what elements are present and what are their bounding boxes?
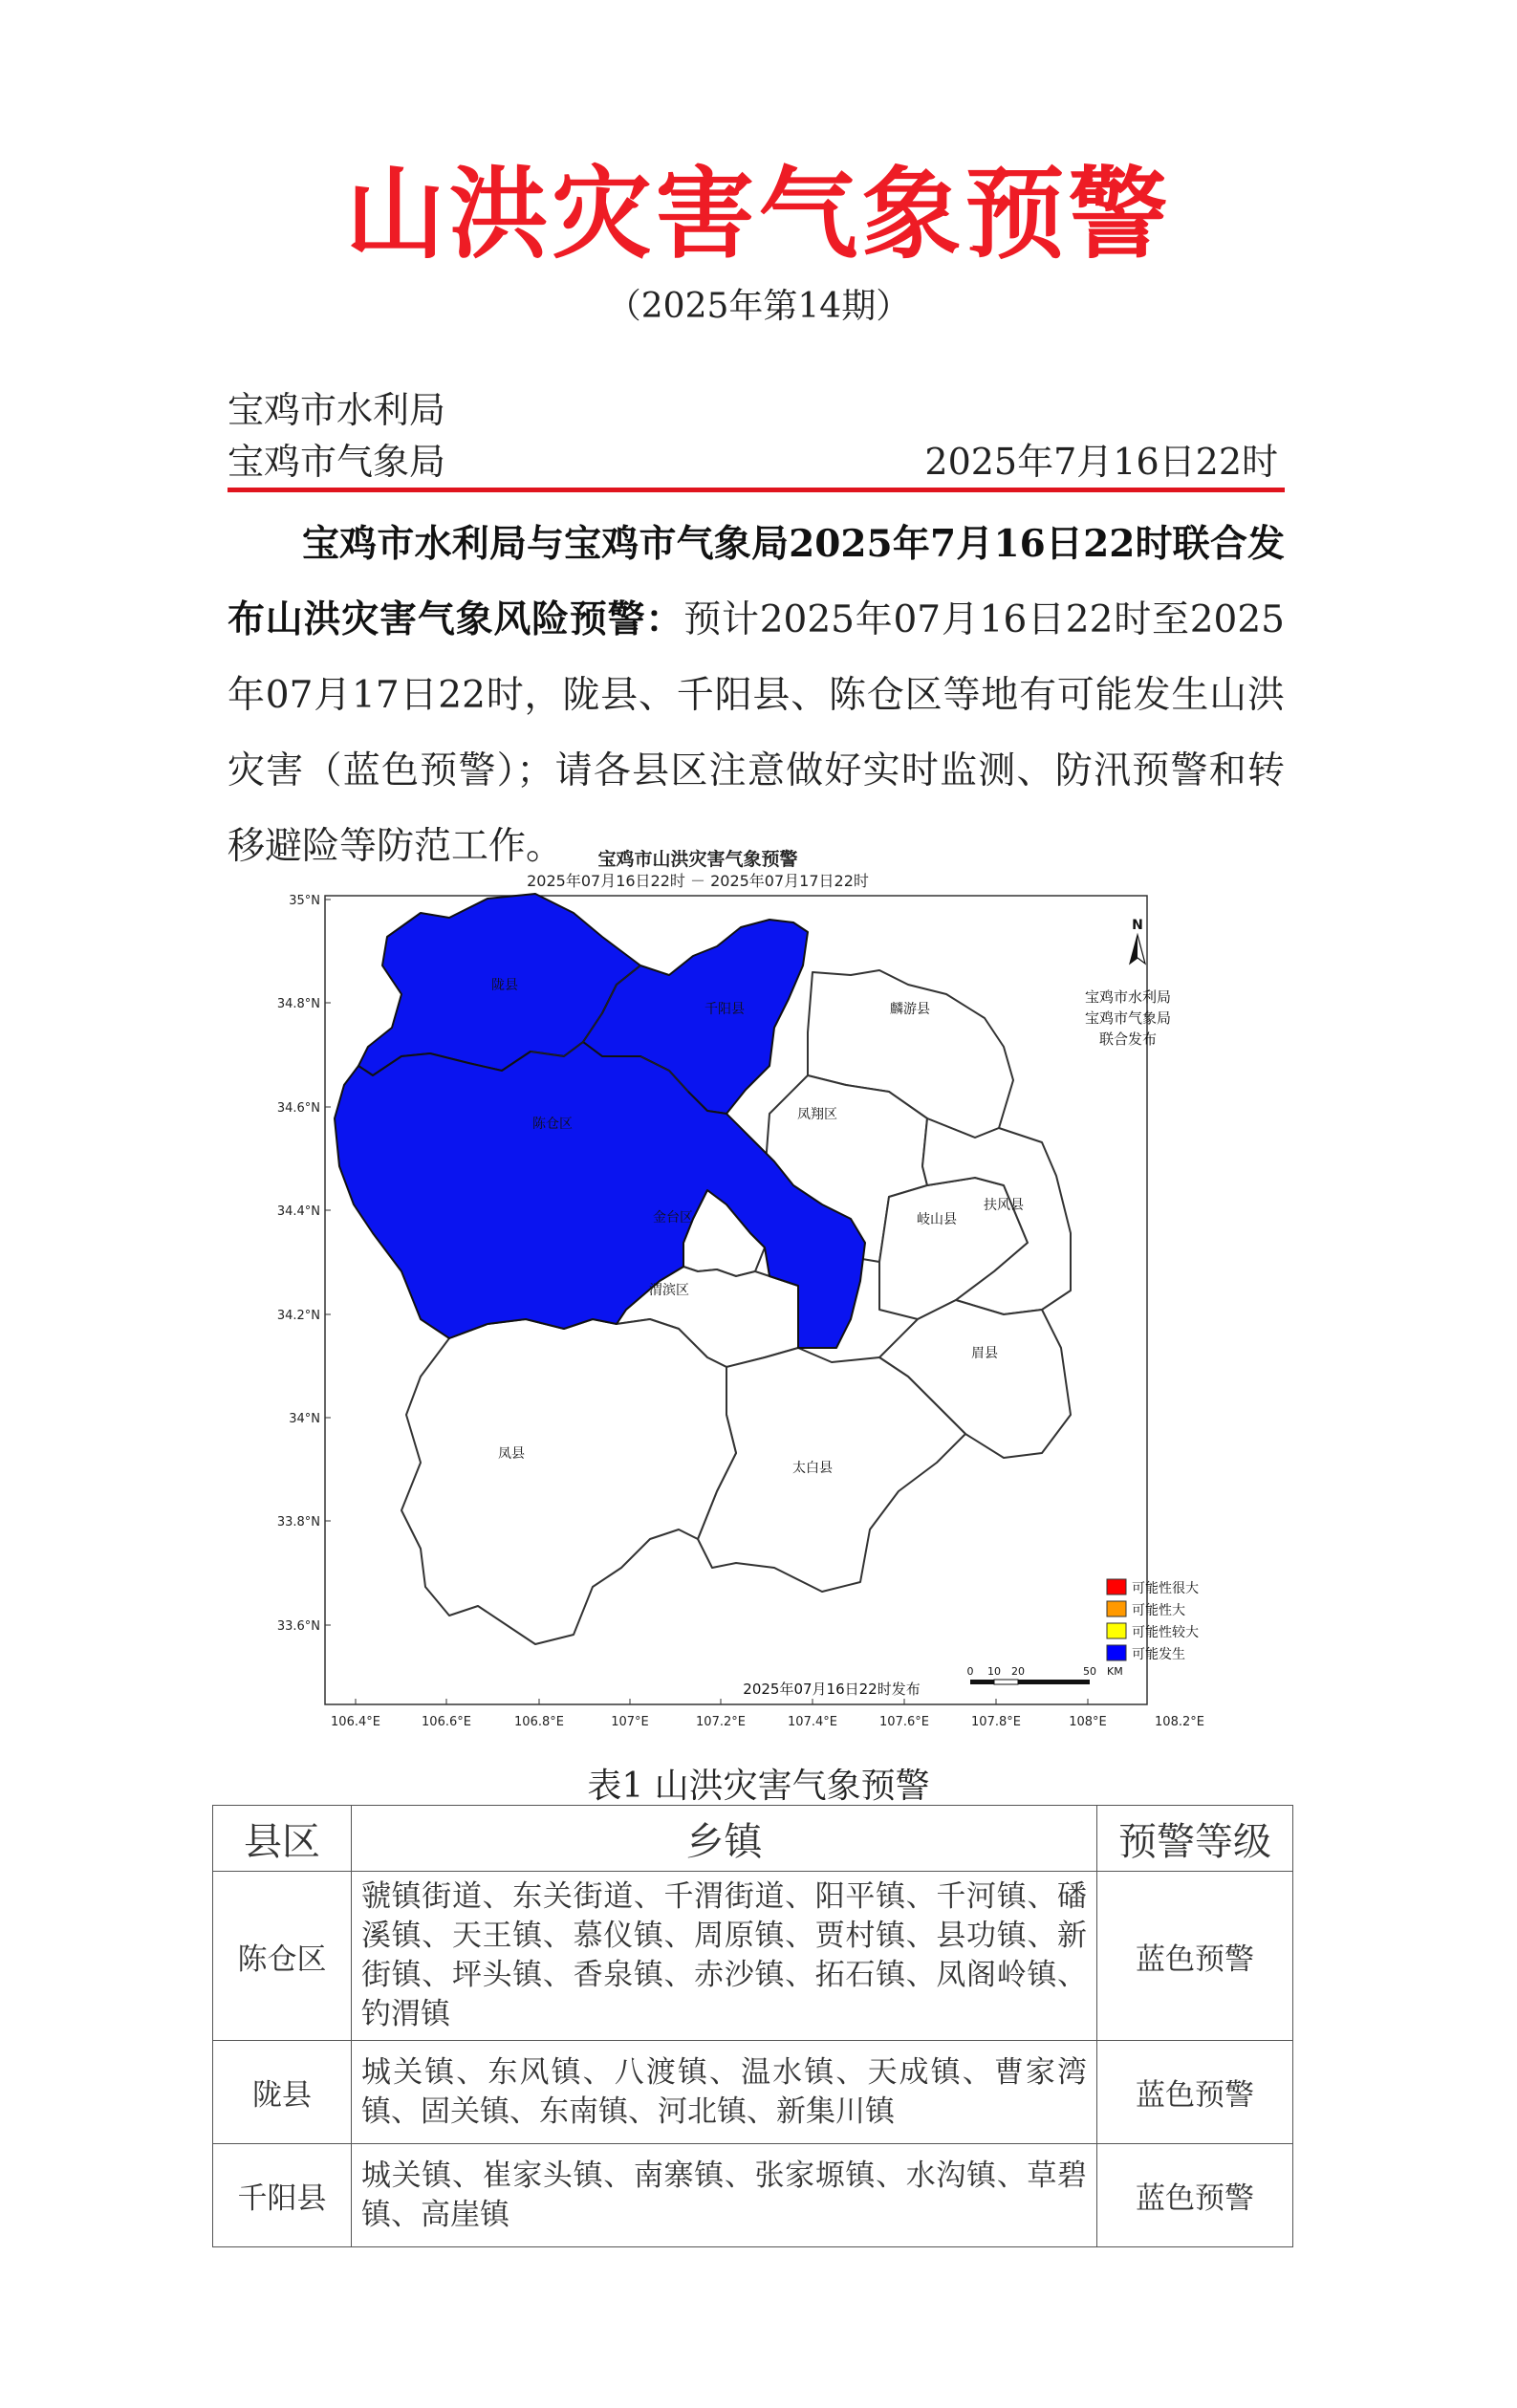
header-level: 预警等级 bbox=[1097, 1806, 1293, 1872]
lat-label: 34.4°N bbox=[276, 1204, 320, 1219]
map-title: 宝鸡市山洪灾害气象预警 bbox=[597, 849, 798, 870]
county-label: 凤翔区 bbox=[797, 1107, 837, 1122]
scale-tick-label: 50 bbox=[1083, 1665, 1096, 1678]
legend-label: 可能性很大 bbox=[1132, 1581, 1199, 1596]
warning-map bbox=[276, 841, 1233, 1740]
row-county: 陈仓区 bbox=[213, 1872, 352, 2041]
lon-label: 107.4°E bbox=[788, 1715, 837, 1729]
issuer-water-bureau: 宝鸡市水利局 bbox=[228, 389, 446, 431]
lon-label: 107.8°E bbox=[971, 1715, 1021, 1729]
legend-label: 可能发生 bbox=[1132, 1647, 1185, 1662]
red-divider bbox=[228, 488, 1285, 492]
scale-tick-label: 20 bbox=[1011, 1665, 1025, 1678]
lon-label: 106.4°E bbox=[331, 1715, 380, 1729]
table-row bbox=[213, 1872, 1293, 2041]
lon-label: 107°E bbox=[611, 1715, 649, 1729]
document-title: 山洪灾害气象预警 bbox=[345, 156, 1172, 272]
county-label: 金台区 bbox=[653, 1210, 693, 1226]
map-period: 2025年07月16日22时 － 2025年07月17日22时 bbox=[527, 872, 869, 890]
county-label: 陇县 bbox=[491, 978, 518, 993]
lon-label: 107.2°E bbox=[696, 1715, 746, 1729]
legend-swatch bbox=[1107, 1645, 1126, 1660]
county-label: 岐山县 bbox=[917, 1212, 957, 1227]
map-publisher-line: 宝鸡市水利局 bbox=[1084, 988, 1172, 1006]
lon-label: 106.6°E bbox=[422, 1715, 471, 1729]
issue-number: （2025年第14期） bbox=[606, 287, 911, 326]
county-label: 扶风县 bbox=[984, 1198, 1024, 1213]
lat-label: 34.6°N bbox=[276, 1101, 320, 1116]
county-label: 渭滨区 bbox=[649, 1283, 689, 1298]
legend-swatch bbox=[1107, 1579, 1126, 1594]
map-release-time: 2025年07月16日22时发布 bbox=[743, 1681, 921, 1698]
lat-label: 33.6°N bbox=[276, 1619, 320, 1634]
row-towns: 城关镇、东风镇、八渡镇、温水镇、天成镇、曹家湾镇、固关镇、东南镇、河北镇、新集川镇 bbox=[352, 2041, 1097, 2144]
scale-tick-label: 0 bbox=[966, 1665, 974, 1678]
legend-label: 可能性较大 bbox=[1132, 1625, 1199, 1640]
announcement-paragraph bbox=[228, 507, 1285, 884]
row-county: 千阳县 bbox=[213, 2144, 352, 2247]
warning-table bbox=[212, 1805, 1293, 2247]
county-label: 眉县 bbox=[971, 1346, 998, 1361]
row-county: 陇县 bbox=[213, 2041, 352, 2144]
table-row bbox=[213, 2144, 1293, 2247]
table-caption: 表1 山洪灾害气象预警 bbox=[587, 1767, 930, 1806]
map-publisher-line: 宝鸡市气象局 bbox=[1084, 1009, 1172, 1027]
scale-tick-label: 10 bbox=[987, 1665, 1001, 1678]
lon-label: 108°E bbox=[1069, 1715, 1107, 1729]
issuer-weather-bureau: 宝鸡市气象局 bbox=[228, 441, 446, 483]
row-level: 蓝色预警 bbox=[1097, 2041, 1293, 2144]
announcement-body: 预计2025年07月16日22时至2025年07月17日22时，陇县、千阳县、陈仓区等地有可能发生山洪灾害（蓝色预警）；请各县区注意做好实时监测、防汛预警和转移避险等防范工作。 bbox=[228, 598, 1285, 868]
scale-unit: KM bbox=[1107, 1665, 1123, 1678]
issue-date: 2025年7月16日22时 bbox=[924, 441, 1278, 483]
legend-swatch bbox=[1107, 1623, 1126, 1638]
legend-swatch bbox=[1107, 1601, 1126, 1616]
lat-label: 35°N bbox=[289, 894, 320, 908]
announcement-lead: 宝鸡市水利局与宝鸡市气象局2025年7月16日22时联合发布山洪灾害气象风险预警： bbox=[228, 522, 1285, 641]
lat-label: 34.2°N bbox=[276, 1309, 320, 1323]
lat-label: 33.8°N bbox=[276, 1515, 320, 1529]
row-towns: 虢镇街道、东关街道、千渭街道、阳平镇、千河镇、磻溪镇、天王镇、慕仪镇、周原镇、贾村镇、县功镇、新街镇、坪头镇、香泉镇、赤沙镇、拓石镇、凤阁岭镇、钓渭镇 bbox=[352, 1872, 1097, 2041]
header-towns: 乡镇 bbox=[352, 1806, 1097, 1872]
legend-label: 可能性大 bbox=[1132, 1603, 1185, 1618]
lat-label: 34°N bbox=[289, 1412, 320, 1426]
lat-label: 34.8°N bbox=[276, 997, 320, 1011]
county-label: 千阳县 bbox=[704, 1002, 745, 1017]
table-row bbox=[213, 2041, 1293, 2144]
lon-label: 108.2°E bbox=[1155, 1715, 1204, 1729]
row-towns: 城关镇、崔家头镇、南寨镇、张家塬镇、水沟镇、草碧镇、高崖镇 bbox=[352, 2144, 1097, 2247]
row-level: 蓝色预警 bbox=[1097, 1872, 1293, 2041]
county-label: 太白县 bbox=[792, 1461, 833, 1476]
county-label: 凤县 bbox=[498, 1446, 525, 1462]
row-level: 蓝色预警 bbox=[1097, 2144, 1293, 2247]
lon-label: 106.8°E bbox=[514, 1715, 564, 1729]
north-label: N bbox=[1132, 918, 1143, 933]
header-county: 县区 bbox=[213, 1806, 352, 1872]
county-label: 麟游县 bbox=[890, 1002, 930, 1017]
lon-label: 107.6°E bbox=[879, 1715, 929, 1729]
county-label: 陈仓区 bbox=[532, 1117, 573, 1132]
table-header-row bbox=[213, 1806, 1293, 1872]
map-publisher-line: 联合发布 bbox=[1098, 1030, 1158, 1048]
